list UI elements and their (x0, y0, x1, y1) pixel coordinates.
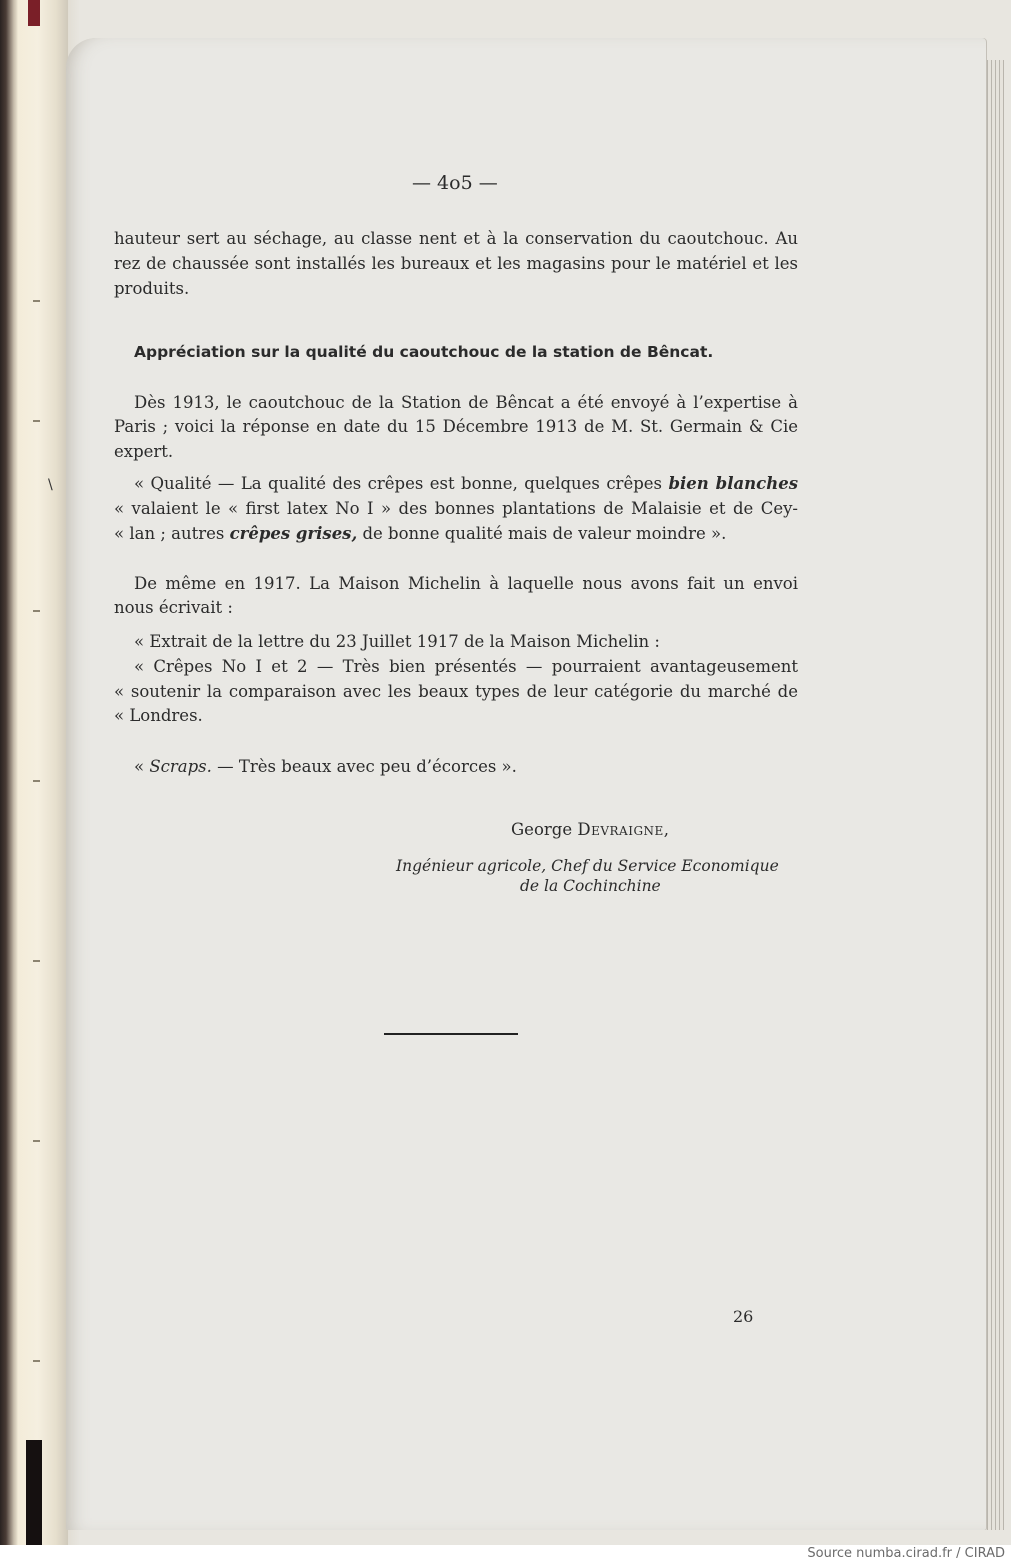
binding-stitch (33, 780, 40, 782)
quote2-line4: « Londres. (114, 706, 203, 725)
paragraph1-line2: rez de chaussée sont installés les bureaux et les magasins pour le matériel et les (114, 254, 798, 273)
quote1-line3-end: de bonne qualité mais de valeur moindre ». (357, 524, 727, 543)
binding-stitch (33, 1140, 40, 1142)
quote3-text: — Très beaux avec peu d’écorces ». (211, 757, 517, 776)
signature-title: Ingénieur agricole, Chef du Service Economique (396, 857, 779, 875)
quote2-line1: « Extrait de la lettre du 23 Juillet 1917 de la Maison Michelin : (134, 632, 660, 651)
source-credit: Source numba.cirad.fr / CIRAD (807, 1546, 1005, 1561)
paragraph3-line2: nous écrivait : (114, 598, 233, 617)
paragraph2-line1: Dès 1913, le caoutchouc de la Station de Bêncat a été envoyé à l’expertise à (134, 393, 798, 412)
paragraph2-line2: Paris ; voici la réponse en date du 15 Décembre 1913 de M. St. Germain & Cie (114, 417, 798, 436)
binding-stitch (33, 610, 40, 612)
quote1-line3-text: « lan ; autres (114, 524, 230, 543)
quote1-line3 (114, 524, 726, 544)
signature-place: de la Cochinchine (520, 877, 661, 895)
bookmark-ribbon-bottom (26, 1440, 42, 1545)
signature-mark: 26 (733, 1307, 754, 1326)
closing-rule (384, 1033, 518, 1035)
quote3-open: « (134, 757, 150, 776)
binding-stitch (33, 960, 40, 962)
binding-shadow (0, 0, 18, 1545)
paragraph3-line1: De même en 1917. La Maison Michelin à laquelle nous avons fait un envoi (134, 574, 798, 593)
quote2-line3: « soutenir la comparaison avec les beaux types de leur catégorie du marché de (114, 682, 798, 701)
page-number: — 4o5 — (412, 172, 498, 194)
binding-stitch (33, 420, 40, 422)
quote1-line3-emphasis: crêpes grises, (229, 524, 358, 543)
binding-stitch (33, 1360, 40, 1362)
paragraph1-line1: hauteur sert au séchage, au classe nent et à la conservation du caoutchouc. Au (114, 229, 798, 248)
bookmark-ribbon-top (28, 0, 40, 26)
stray-mark: \ (48, 477, 53, 493)
section-heading: Appréciation sur la qualité du caoutchouc de la station de Bêncat. (134, 343, 714, 361)
quote1-line1-emphasis: bien blanches (668, 474, 798, 493)
paragraph1-line3: produits. (114, 279, 190, 298)
binding-stitch (33, 300, 40, 302)
quote1-line1-text: « Qualité — La qualité des crêpes est bonne, quelques crêpes (134, 474, 669, 493)
quote1-line1 (134, 474, 798, 494)
signature-last-name: Devraigne, (577, 820, 670, 839)
paragraph2-line3: expert. (114, 442, 174, 461)
quote3-emphasis: Scraps. (149, 757, 212, 776)
quote3 (134, 757, 517, 777)
quote2-line2: « Crêpes No I et 2 — Très bien présentés — pourraient avantageusement (134, 657, 798, 676)
quote1-line2: « valaient le « first latex No I » des bonnes plantations de Malaisie et de Cey- (114, 499, 798, 518)
signature-name (511, 820, 670, 840)
signature-first-name: George (511, 820, 578, 839)
